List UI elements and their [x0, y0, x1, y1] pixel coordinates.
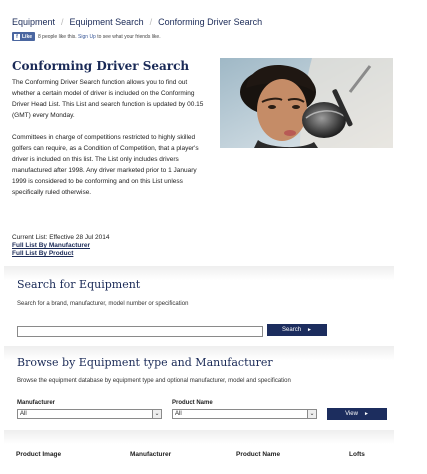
manufacturer-select-value: All [20, 411, 27, 417]
triangle-right-icon: ► [363, 411, 369, 417]
view-button[interactable] [327, 408, 387, 420]
page-title: Conforming Driver Search [12, 59, 190, 73]
full-list-by-product-link[interactable]: Full List By Product [12, 250, 74, 257]
breadcrumb-separator: / [149, 17, 153, 27]
intro-paragraph: Committees in charge of competitions restricted to highly skilled golfers can require, as a Condition of Competition, that a player's driver is included on this list. The List only includes drivers manufactured after 1998. Any driver marketed prior to 1 January 1999 is considered to be conforming and on this List unless specifically ruled otherwise. [12, 134, 199, 196]
chevron-down-icon: ⌄ [152, 410, 161, 418]
facebook-icon: f [14, 34, 20, 40]
like-label: Like [22, 33, 33, 40]
search-description: Search for a brand, manufacturer, model number or specification [17, 301, 189, 307]
full-list-by-manufacturer-link[interactable]: Full List By Manufacturer [12, 242, 91, 249]
browse-equipment-panel [4, 346, 394, 428]
product-name-label: Product Name [172, 400, 213, 406]
breadcrumb [12, 17, 262, 27]
hero-golfer-photo [220, 58, 393, 148]
search-button[interactable] [267, 324, 327, 336]
breadcrumb-current-page: Conforming Driver Search [158, 17, 263, 27]
view-button-label: View [345, 411, 358, 417]
column-header-product-name: Product Name [236, 451, 281, 458]
hero-photo-illustration [220, 58, 393, 148]
current-list-block [12, 234, 109, 258]
search-section-title: Search for Equipment [17, 278, 141, 291]
chevron-down-icon: ⌄ [307, 410, 316, 418]
product-name-select[interactable] [172, 409, 317, 419]
like-count-text: 8 people like this. [38, 33, 77, 40]
results-table-header [4, 430, 394, 474]
browse-section-title: Browse by Equipment type and Manufacturer [17, 356, 273, 369]
breadcrumb-equipment[interactable]: Equipment [12, 17, 56, 27]
column-header-lofts: Lofts [349, 451, 365, 458]
facebook-like-button[interactable] [12, 32, 35, 41]
facebook-signup-link[interactable]: Sign Up [78, 33, 96, 40]
intro-paragraph: The Conforming Driver Search function allows you to find out whether a certain model of driver is included on the Conforming Driver Head List. This List and search function is updated by 00.15 (GMT) every Monday. [12, 79, 204, 119]
manufacturer-select[interactable] [17, 409, 162, 419]
product-name-select-value: All [175, 411, 182, 417]
search-equipment-panel [4, 266, 394, 346]
column-header-manufacturer: Manufacturer [130, 451, 172, 458]
intro-text [12, 77, 210, 209]
signup-text: to see what your friends like. [97, 33, 161, 40]
triangle-right-icon: ► [307, 327, 312, 333]
facebook-like-row [12, 32, 161, 41]
breadcrumb-separator: / [61, 17, 64, 27]
column-header-product-image: Product Image [16, 451, 62, 458]
equipment-search-input[interactable] [17, 326, 263, 337]
current-list-label: Current List: Effective 28 Jul 2014 [12, 234, 110, 241]
browse-description: Browse the equipment database by equipment type and optional manufacturer, model and specification [17, 378, 291, 384]
search-button-label: Search [282, 327, 302, 333]
manufacturer-label: Manufacturer [17, 400, 56, 406]
breadcrumb-equipment-search[interactable]: Equipment Search [69, 17, 144, 27]
